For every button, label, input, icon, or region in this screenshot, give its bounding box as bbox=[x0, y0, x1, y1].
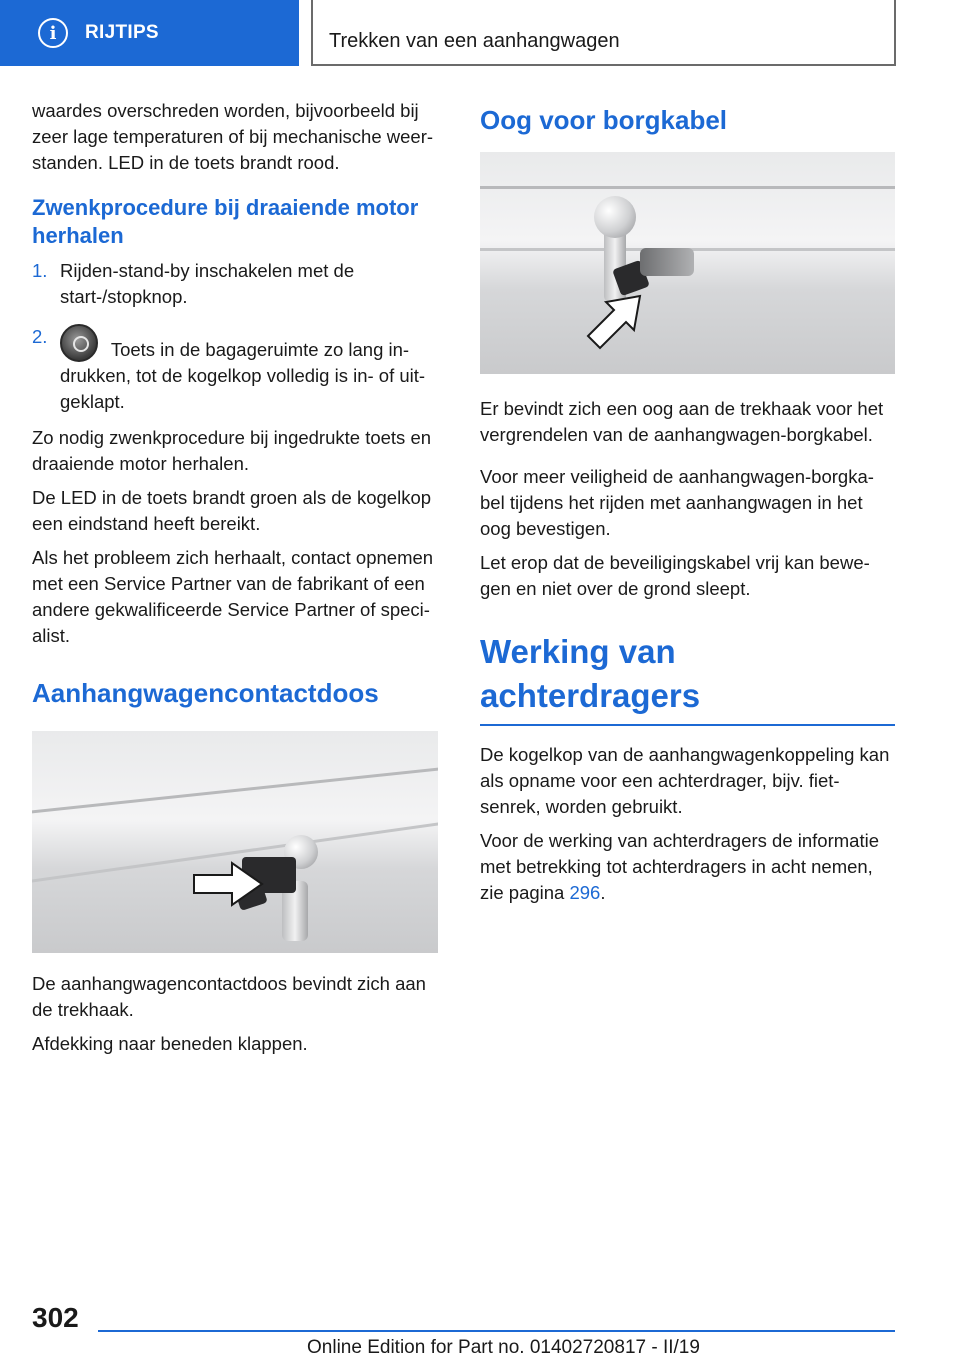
reference-text: Voor de werking van achterdragers de informatie met betrekking tot achterdragers in acht nemen, zie pagina bbox=[480, 830, 879, 903]
paragraph bbox=[480, 828, 895, 906]
section-label: RIJTIPS bbox=[85, 22, 159, 43]
paragraph: Zo nodig zwenkprocedure bij ingedrukte toets en draaiende motor herhalen. bbox=[32, 427, 432, 474]
step-text: Toets in de bagageruimte zo lang in-drukken, tot de kogelkop volledig is in- of uit-geklapt. bbox=[60, 339, 426, 412]
list-item bbox=[32, 324, 448, 415]
section-tab bbox=[0, 0, 299, 66]
left-column bbox=[32, 98, 448, 1065]
intro-paragraph: waardes overschreden worden, bijvoorbeeld bij zeer lage temperaturen of bij mechanische weer-standen. LED in de toets brandt rood. bbox=[32, 100, 434, 173]
list-item bbox=[32, 258, 448, 310]
footer-divider bbox=[98, 1330, 895, 1332]
paragraph: Voor meer veiligheid de aanhangwagen-borgka-bel tijdens het rijden met aanhangwagen in het oog bevestigen. bbox=[480, 466, 874, 539]
step-number: 2. bbox=[32, 326, 48, 347]
step-number: 1. bbox=[32, 260, 48, 281]
right-column bbox=[480, 98, 895, 914]
paragraph: Als het probleem zich herhaalt, contact opnemen met een Service Partner van de fabrikant of een andere gekwalificeerde Service Partner of speci-alist. bbox=[32, 547, 434, 646]
page-number: 302 bbox=[32, 1302, 79, 1333]
socket-cover-text: Afdekking naar beneden klappen. bbox=[32, 1033, 308, 1054]
carrier-heading: Werking van achterdragers bbox=[480, 630, 895, 726]
step-text: Rijden-stand-by inschakelen met de start-/stopknop. bbox=[60, 260, 355, 307]
arrow-icon bbox=[584, 292, 644, 350]
arrow-icon bbox=[192, 859, 264, 909]
paragraph: Let erop dat de beveiligingskabel vrij kan bewe-gen en niet over de grond sleept. bbox=[480, 552, 870, 599]
eye-illustration bbox=[480, 152, 895, 374]
paragraph: De kogelkop van de aanhangwagenkoppeling kan als opname voor een achterdrager, bijv. fiet-senrek, worden gebruikt. bbox=[480, 744, 890, 817]
socket-illustration bbox=[32, 731, 438, 953]
info-icon: i bbox=[38, 18, 68, 48]
chapter-title: Trekken van een aanhangwagen bbox=[329, 30, 620, 52]
reference-period: . bbox=[600, 882, 606, 903]
steps-list bbox=[32, 258, 448, 415]
chapter-header bbox=[311, 0, 896, 66]
socket-location-text: De aanhangwagencontactdoos bevindt zich aan de trekhaak. bbox=[32, 973, 426, 1020]
edition-note: Online Edition for Part no. 01402720817 - II/19 bbox=[307, 1337, 700, 1358]
trailer-hitch-button-icon bbox=[60, 324, 98, 362]
paragraph: De LED in de toets brandt groen als de kogelkop een eindstand heeft bereikt. bbox=[32, 487, 432, 534]
eye-heading: Oog voor borgkabel bbox=[480, 105, 728, 135]
socket-heading: Aanhangwagencontactdoos bbox=[32, 678, 379, 708]
page-link[interactable]: 296 bbox=[569, 882, 601, 903]
eye-description: Er bevindt zich een oog aan de trekhaak voor het vergrendelen van de aanhangwagen-borgkabel. bbox=[480, 398, 884, 445]
repeat-procedure-heading: Zwenkprocedure bij draaiende motor herhalen bbox=[32, 195, 419, 248]
